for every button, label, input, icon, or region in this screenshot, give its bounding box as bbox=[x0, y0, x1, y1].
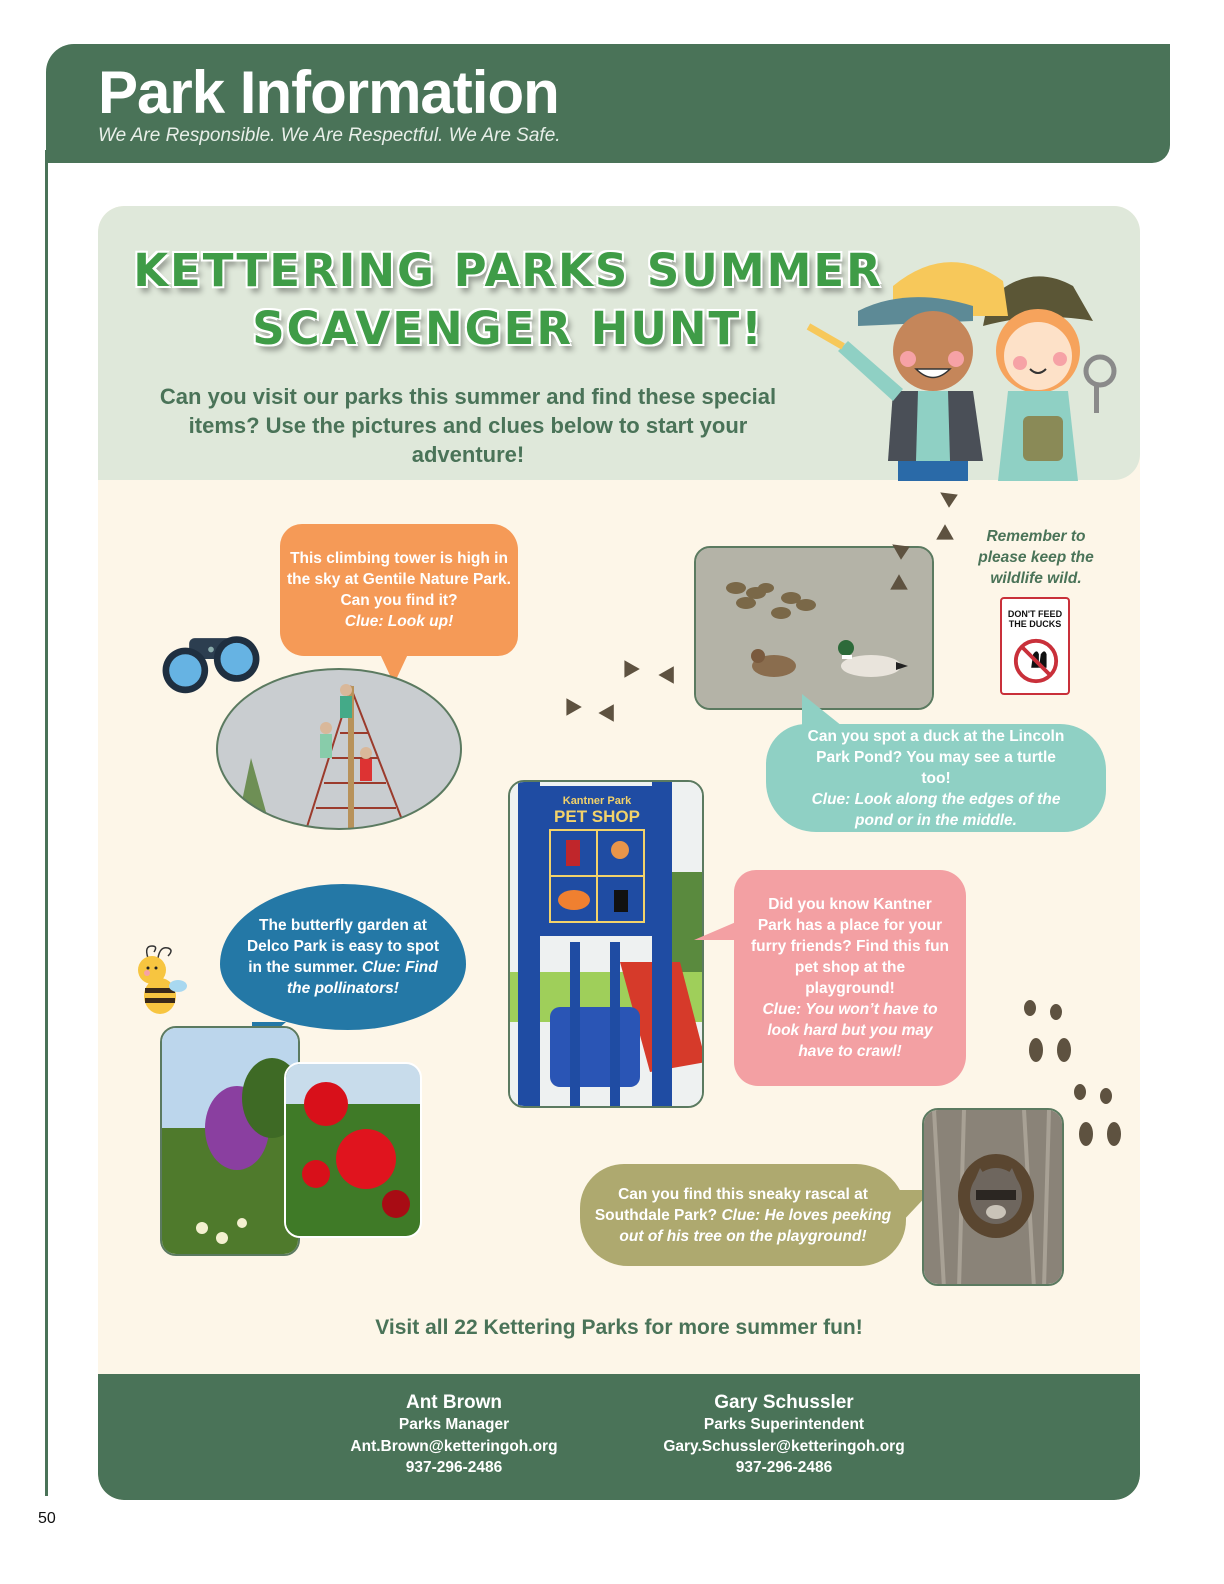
contact-ant-brown bbox=[314, 1392, 594, 1479]
pet-shop-sign-line2: PET SHOP bbox=[554, 807, 640, 826]
butterfly-garden-photo-2 bbox=[284, 1062, 422, 1238]
contact-footer bbox=[98, 1374, 1140, 1500]
contact-phone[interactable]: 937-296-2486 bbox=[405, 1459, 503, 1476]
contact-name: Gary Schussler bbox=[714, 1392, 854, 1413]
duck-footprint-icon bbox=[938, 488, 960, 510]
clue-bubble-delco bbox=[220, 884, 466, 1030]
raccoon-pawprints-icon bbox=[1018, 994, 1128, 1154]
clue-text: Did you know Kantner Park has a place for your furry friends? Find this fun pet shop at the playground! bbox=[750, 896, 950, 997]
visit-all-parks-callout: Visit all 22 Kettering Parks for more summer fun! bbox=[375, 1316, 863, 1339]
hunt-title-line2: SCAVENGER HUNT! bbox=[252, 302, 764, 355]
hunt-intro: Can you visit our parks this summer and find these special items? Use the pictures and clues below to start your adventure! bbox=[159, 384, 777, 467]
hunt-title bbox=[128, 242, 888, 358]
clue-hint: Clue: Look along the edges of the pond or in the middle. bbox=[811, 790, 1061, 829]
contact-email-link[interactable]: Gary.Schussler@ketteringoh.org bbox=[663, 1437, 905, 1455]
duck-footprint-icon bbox=[888, 572, 910, 594]
contact-title: Parks Superintendent bbox=[703, 1416, 865, 1433]
contact-phone[interactable]: 937-296-2486 bbox=[735, 1459, 833, 1476]
clue-hint: Clue: Look up! bbox=[344, 613, 454, 630]
clue-bubble-kantner bbox=[734, 870, 966, 1086]
clue-text: This climbing tower is high in the sky at Gentile Nature Park. Can you find it? bbox=[287, 550, 511, 609]
duck-footprint-icon bbox=[594, 702, 616, 724]
butterfly-garden-photo-1 bbox=[160, 1026, 300, 1256]
bee-icon bbox=[128, 940, 198, 1020]
clue-text: Can you find this sneaky rascal at Southdale Park? Clue: He loves peeking out of his tree on the playground! bbox=[594, 1185, 892, 1245]
pet-shop-photo bbox=[508, 780, 704, 1108]
ducks-photo bbox=[694, 546, 934, 710]
page-title: Park Information bbox=[98, 59, 559, 126]
clue-hint: Clue: Find the pollinators! bbox=[287, 959, 438, 997]
clue-bubble-gentile bbox=[280, 524, 518, 656]
clue-text: Can you spot a duck at the Lincoln Park Pond? You may see a turtle too! bbox=[807, 727, 1065, 787]
pet-shop-sign-line1: Kantner Park bbox=[562, 795, 632, 807]
page-subtitle: We Are Responsible. We Are Respectful. We Are Safe. bbox=[98, 125, 561, 146]
clue-hint: Clue: You won’t have to look hard but you may have to crawl! bbox=[762, 1001, 938, 1060]
dont-feed-ducks-sign: DON'T FEED THE DUCKS bbox=[1000, 597, 1070, 695]
hunt-title-line1: KETTERING PARKS SUMMER bbox=[133, 244, 883, 297]
clue-bubble-southdale bbox=[580, 1164, 906, 1266]
page-number: 50 bbox=[38, 1510, 56, 1527]
duck-footprint-icon bbox=[654, 664, 676, 686]
scavenger-hunt-card bbox=[98, 206, 1140, 1500]
contact-gary-schussler bbox=[634, 1392, 934, 1479]
duck-footprint-icon bbox=[890, 540, 912, 562]
wildlife-reminder: Remember to please keep the wildlife wild. bbox=[978, 528, 1094, 587]
no-feeding-icon bbox=[1012, 637, 1060, 685]
contact-email-link[interactable]: Ant.Brown@ketteringoh.org bbox=[350, 1437, 558, 1455]
clue-bubble-lincoln bbox=[766, 724, 1106, 832]
left-rule-divider bbox=[45, 150, 48, 1496]
clue-hint: Clue: He loves peeking out of his tree on the playground! bbox=[619, 1206, 892, 1245]
contact-name: Ant Brown bbox=[405, 1392, 503, 1413]
duck-footprint-icon bbox=[934, 522, 956, 544]
clue-text: The butterfly garden at Delco Park is easy to spot in the summer. Clue: Find the pollinators! bbox=[246, 917, 440, 997]
climbing-tower-photo bbox=[216, 668, 462, 830]
duck-footprint-icon bbox=[620, 658, 642, 680]
contact-title: Parks Manager bbox=[398, 1416, 510, 1433]
explorer-kids-illustration bbox=[798, 241, 1128, 481]
duck-footprint-icon bbox=[562, 696, 584, 718]
